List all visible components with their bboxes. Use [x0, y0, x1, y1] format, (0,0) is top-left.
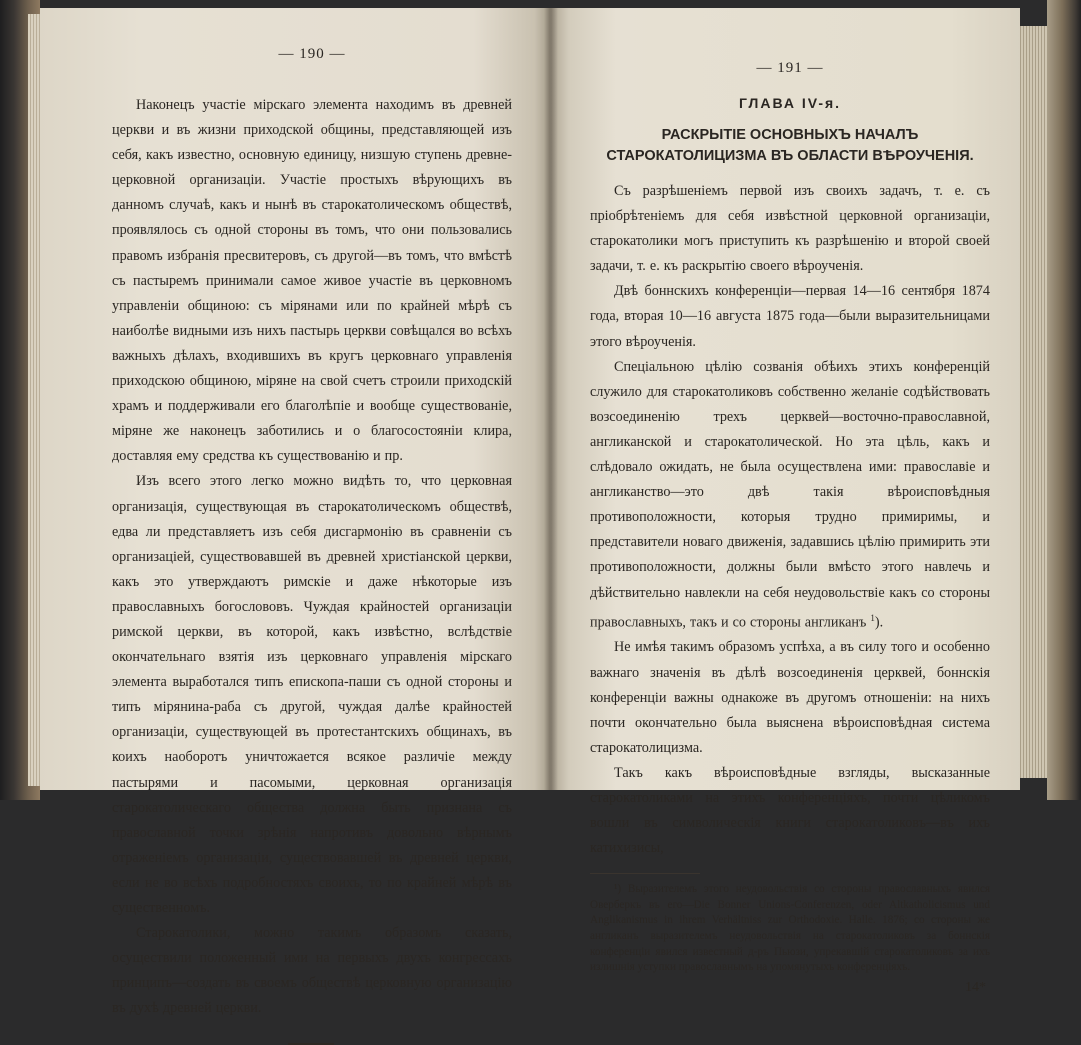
left-paragraph: Изъ всего этого легко можно видѣть то, что церковная организація, существующая въ старокатолическомъ обществѣ, едва ли представляетъ изъ себя дисгармонію въ сравненіи съ организаціей, существовавшей въ древней христіанской церкви, какъ это утверждаютъ римскіе и даже нѣкоторые изъ православныхъ богослововъ. Чуждая крайностей организаціи римской церкви, въ которой, какъ извѣстно, вслѣдствіе окончательнаго взятія изъ церковнаго управленія мірскаго элемента выработался типъ епископа-паши съ одной стороны и типъ мірянина-раба съ другой, чуждая далѣе крайностей организаціи, существующей въ протестантскихъ общинахъ, въ коихъ наоборотъ уничтожается всякое различіе между пастырями и пасомыми, церковная организація старокатолическаго общества должна быть признана съ православной точки зрѣнія напротивъ довольно вѣрнымъ отраженіемъ организаціи, существовавшей въ древней церкви, если не во всѣхъ подробностяхъ своихъ, то по крайней мѣрѣ въ существенномъ. — [112, 473, 512, 916]
left-paragraph: Наконецъ участіе мірскаго элемента находимъ въ древней церкви и въ жизни приходской общины, представляющей изъ себя, какъ известно, основную единицу, низшую ступень древне-церковной организаціи. Участіе простыхъ вѣрующихъ въ данномъ случаѣ, какъ и нынѣ въ старокатолическомъ обществѣ, проявлялось съ одной стороны въ томъ, что они пользовались правомъ избранія пресвитеровъ, съ другой—въ томъ, что вмѣстѣ съ пастыремъ принимали самое живое участіе въ церковномъ управленіи общиною: съ мірянами или по крайней мѣрѣ съ наиболѣе видными изъ нихъ пастырь церкви совѣщался во всѣхъ важныхъ дѣлахъ, входившихъ въ кругъ церковнаго управленія приходскою общиною, міряне на свой счетъ строили приходскій храмъ и поддерживали его благолѣпіе и вообще существованіе, міряне же наконецъ заботились и о благосостояніи клира, доставляя ему средства къ существованію и пр. — [112, 97, 512, 465]
footnote-divider — [590, 873, 700, 874]
right-page — [550, 8, 1020, 995]
right-paragraph: Двѣ боннскихъ конференціи—первая 14—16 сентября 1874 года, вторая 10—16 августа 1875 года—были выразительницами этого вѣроученія. — [590, 283, 990, 350]
right-page-number: — 191 — — [756, 60, 824, 76]
left-page-number: — 190 — — [278, 46, 346, 62]
left-paragraph: Старокатолики, можно такимъ образомъ сказать, осуществили положенный ими на первыхъ двухъ конгрессахъ принципъ—создать въ своемъ обществѣ церковную организацію въ духѣ древней церкви. — [112, 925, 512, 1017]
chapter-title: РАСКРЫТІЕ ОСНОВНЫХЪ НАЧАЛЪ СТАРОКАТОЛИЦИЗМА ВЪ ОБЛАСТИ ВѢРОУЧЕНІЯ. — [606, 127, 974, 164]
book-edge-right — [1047, 0, 1081, 800]
left-text-column — [112, 46, 512, 1045]
left-page — [40, 8, 550, 1017]
book-gutter — [544, 8, 558, 790]
footnote-marker: 1 — [870, 612, 875, 623]
right-paragraph — [590, 355, 990, 636]
right-paragraph-text: Спеціальною цѣлію созванія обѣихъ этихъ конференцій служило для старокатоликовъ собственно желаніе содѣйствовать возсоединенію трехъ церквей—восточно-православной, англиканской и старокатолической. Но эта цѣль, какъ и слѣдовало ожидать, не была осуществлена ими: православіе и англиканство—это двѣ такія вѣроисповѣдныя противоположности, которыя трудно примиримы, и представители новаго движенія, задавшись цѣлію примирить эти противоположности, должны были вмѣсто этого навлечь и дѣйствительно навлекли на себя неудовольствіе какъ со стороны православныхъ, такъ и со стороны англиканъ — [590, 358, 990, 631]
right-text-column — [590, 60, 990, 996]
chapter-label: ГЛАВА IV-я. — [738, 95, 842, 111]
right-paragraph: Такъ какъ вѣроисповѣдные взгляды, высказанные старокатоликами на этихъ конференціяхъ, почти цѣликомъ вошли въ символическія книги старокатоликовъ—въ ихъ катихизисы, — [590, 764, 990, 857]
page-stack-right — [1018, 26, 1050, 778]
footnote: ¹) Выразителемъ этого неудовольствія со стороны православныхъ явился Оверберкъ въ его—Die Bonner Unions-Conferenzen, oder Altkatholicismus und Anglikanismus in ihrem Verhältniss zur Orthodoxie. Halle. 1876; со стороны же англиканъ выразителемъ неудовольствія на старокатоликовъ за боннскія конференціи явился известный д-ръ Пьюзи, упрекавшій старокатоликовъ за ихъ излишнія уступки православнымъ на упомянутыхъ конференціяхъ. — [590, 883, 990, 974]
right-paragraph: Съ разрѣшеніемъ первой изъ своихъ задачъ, т. е. съ пріобрѣтеніемъ для себя извѣстной церковной организаціи, старокатолики могъ приступить къ разрѣшенію и второй своей задачи, т. е. къ раскрытію своего вѣроученія. — [590, 183, 990, 275]
printer-signature: 14* — [965, 979, 986, 995]
footnote-ref-closing: ). — [874, 614, 884, 631]
right-paragraph: Не имѣя такимъ образомъ успѣха, а въ силу того и особенно важнаго значенія въ дѣлѣ возсоединенія церквей, боннскія конференціи важны однакоже въ другомъ отношеніи: на нихъ почти окончательно была выяснена вѣроисповѣдная система старокатолицизма. — [590, 639, 990, 756]
